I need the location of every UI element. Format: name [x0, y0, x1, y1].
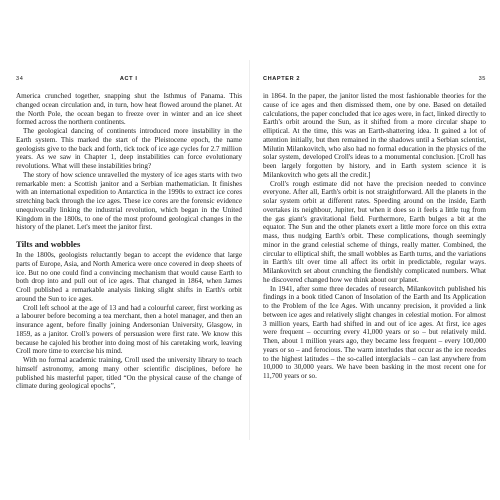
right-page: [263, 75, 486, 381]
paragraph: In 1941, after some three decades of research, Milankovitch published his findings in a book titled Canon of Insolation of the Earth and Its Application to the Problem of the Ice Ages. With uncanny precision, it provided a link between ice ages and relatively slight changes in celestial motion. For almost 3 million years, Earth had shifted in and out of ice ages. At first, ice ages were frequent – occurring every 41,000 years or so – but relatively mild. Then, about 1 million years ago, they became less frequent – every 100,000 years or so – and ferocious. The warm interludes that occur as the ice recedes to the highest latitudes – the so-called interglacials – can last anywhere from 10,000 to 30,000 years. We have been basking in the most recent one for 11,700 years or so.: [263, 284, 486, 380]
paragraph: In the 1800s, geologists reluctantly began to accept the evidence that large parts of Europe, Asia, and North America were once covered in deep sheets of ice. But no one could find a convincing mechanism that would cause Earth to both drop into and pull out of ice ages. That changed in 1864, when James Croll published a remarkable analysis linking slight shifts in Earth's orbit around the Sun to ice ages.: [16, 251, 242, 303]
paragraph: in 1864. In the paper, the janitor listed the most fashionable theories for the cause of ice ages and then dismissed them, one by one. Based on detailed calculations, the paper concluded that ice ages were, in fact, linked directly to Earth's orbit around the Sun, as it shifted from a more circular shape to elliptical. At the time, this was an Earth-shattering idea. It gained a lot of attention initially, but then remained in the shadows until a Serbian scientist, Milutin Milankovitch, who also had no formal education in the physics of the solar system, developed Croll's ideas to a monumental conclusion. [Croll has been largely forgotten by history, and in Earth system science it is Milankovitch who gets all the credit.]: [263, 92, 486, 179]
paragraph: America crunched together, snapping shut the Isthmus of Panama. This changed ocean circulation and, in turn, how heat flowed around the planet. At the North Pole, the ocean began to freeze over in winter and an ice sheet formed across the northern continents.: [16, 92, 242, 127]
paragraph: The story of how science unravelled the mystery of ice ages starts with two remarkable men: a Scottish janitor and a Serbian mathematician. It finishes with an international expedition to Antarctica in the 1990s to extract ice cores stretching back through the ice ages. These ice cores are the forensic evidence unequivocally linking the industrial revolution, which began in the United Kingdom in the 1800s, to one of the most profound geological changes in the history of the planet. Let's meet the janitor first.: [16, 170, 242, 232]
left-page: [16, 75, 242, 391]
right-body-text: [263, 92, 486, 381]
left-body-text: [16, 92, 242, 391]
left-running-head: [16, 75, 242, 83]
paragraph: The geological dancing of continents introduced more instability in the Earth system. This marked the start of the Pleistocene epoch, the name geologists give to the back and forth, tick tock of ice age cycles for 2.7 million years. As we saw in Chapter 1, deep instabilities can force evolutionary revolutions. What will these instabilities bring?: [16, 127, 242, 170]
gutter-shadow: [249, 60, 250, 440]
paragraph: Croll left school at the age of 13 and had a colourful career, first working as a labourer before becoming a tea merchant, then a hotel manager, and then an insurance agent, before finally joining Andersonian University, Glasgow, in 1859, as a janitor. Croll's powers of persuasion were first rate. We know this because he cajoled his brother into doing most of his caretaking work, leaving Croll more time to exercise his mind.: [16, 303, 242, 356]
paragraph: With no formal academic training, Croll used the university library to teach himself astronomy, among many other scientific disciplines, before he published his masterful paper, titled “On the physical cause of the change of climate during geological epochs”,: [16, 356, 242, 391]
right-running-title: CHAPTER 2: [263, 76, 301, 82]
right-page-number: 35: [478, 76, 486, 82]
paragraph: Croll's rough estimate did not have the precision needed to convince everyone. After all, Earth's orbit is not straightforward. All the planets in the solar system orbit at different rates. Speeding around on the inside, Earth overtakes its neighbour, Jupiter, but when it does so it feels a little tug from the gas giant's gravitational field. Furthermore, Earth bulges a bit at the equator. The Sun and the other planets exert a little more force on this extra mass, thus nudging Earth's orbit. These complications, though seemingly minor in the grand celestial scheme of things, really matter. Combined, the circular to elliptical shift, the small wobbles as Earth turns, and the variations in Earth's tilt over time all affect its orbit in predictable, regular ways. Milankovitch set about crunching the fiendishly complicated numbers. What he discovered changed how we think about our planet.: [263, 179, 486, 284]
section-heading: Tilts and wobbles: [16, 239, 81, 249]
right-running-head: [263, 75, 486, 83]
left-page-number: 34: [16, 76, 24, 82]
left-running-title: ACT I: [119, 76, 138, 82]
